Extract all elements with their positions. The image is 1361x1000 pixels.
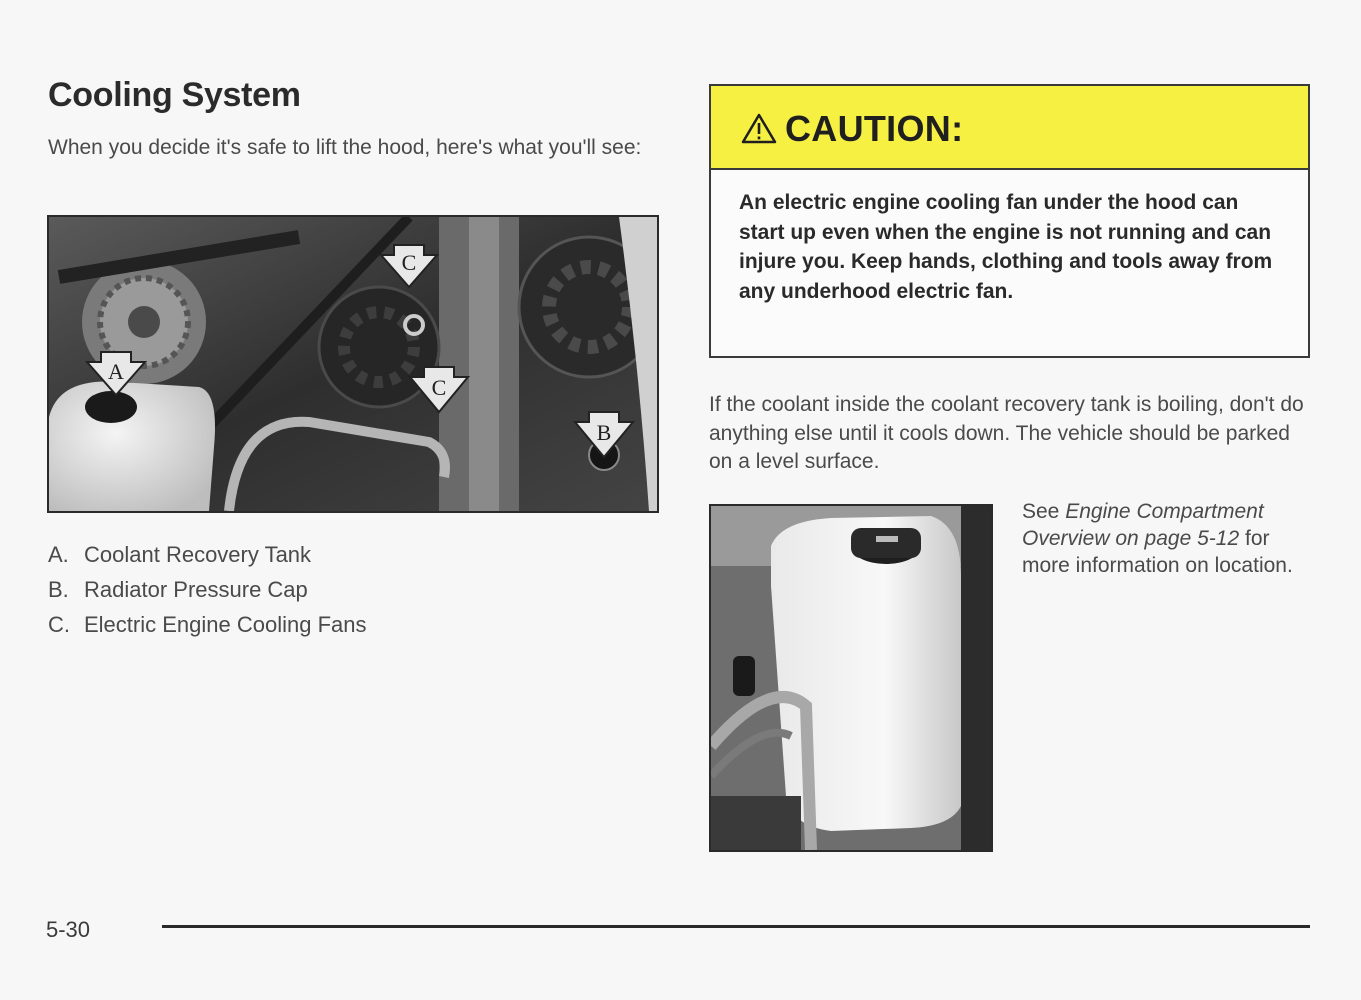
- coolant-tank-photo: [709, 504, 993, 852]
- page-number: 5-30: [46, 917, 91, 942]
- callout-label: B: [596, 420, 612, 445]
- legend-item-b: [48, 575, 366, 610]
- legend-letter: B.: [48, 577, 69, 602]
- callout-label: C: [401, 250, 417, 275]
- legend-item-a: [48, 540, 366, 575]
- boiling-warning-text: If the coolant inside the coolant recovery tank is boiling, don't do anything else until it cools down. The vehicle should be parked on a level surface.: [709, 393, 1304, 473]
- legend-text: Electric Engine Cooling Fans: [84, 612, 367, 637]
- warning-triangle-icon: [741, 112, 777, 144]
- photo-legend: [48, 540, 366, 645]
- page-title: Cooling System: [48, 76, 301, 114]
- legend-letter: C.: [48, 612, 70, 637]
- legend-letter: A.: [48, 542, 69, 567]
- callout-label: A: [108, 359, 124, 384]
- reference-text: [1022, 498, 1322, 579]
- caution-header: [711, 86, 1308, 170]
- reference-prefix: See: [1022, 500, 1060, 523]
- engine-compartment-photo: [47, 215, 659, 513]
- reference-link[interactable]: Engine Compartment Overview on page 5-12: [1022, 500, 1264, 550]
- legend-item-c: [48, 610, 366, 645]
- reference-suffix: for more information on location.: [1022, 527, 1293, 577]
- footer-divider: [162, 925, 1310, 928]
- intro-text: When you decide it's safe to lift the hood, here's what you'll see:: [48, 136, 642, 159]
- legend-text: Coolant Recovery Tank: [84, 542, 312, 567]
- caution-text: An electric engine cooling fan under the hood can start up even when the engine is not running and can injure you. Keep hands, clothing and tools away from any underhood electric fan.: [739, 191, 1273, 303]
- callout-label: C: [431, 375, 447, 400]
- caution-box: [709, 84, 1310, 358]
- caution-title: CAUTION:: [785, 108, 964, 149]
- legend-text: Radiator Pressure Cap: [84, 577, 308, 602]
